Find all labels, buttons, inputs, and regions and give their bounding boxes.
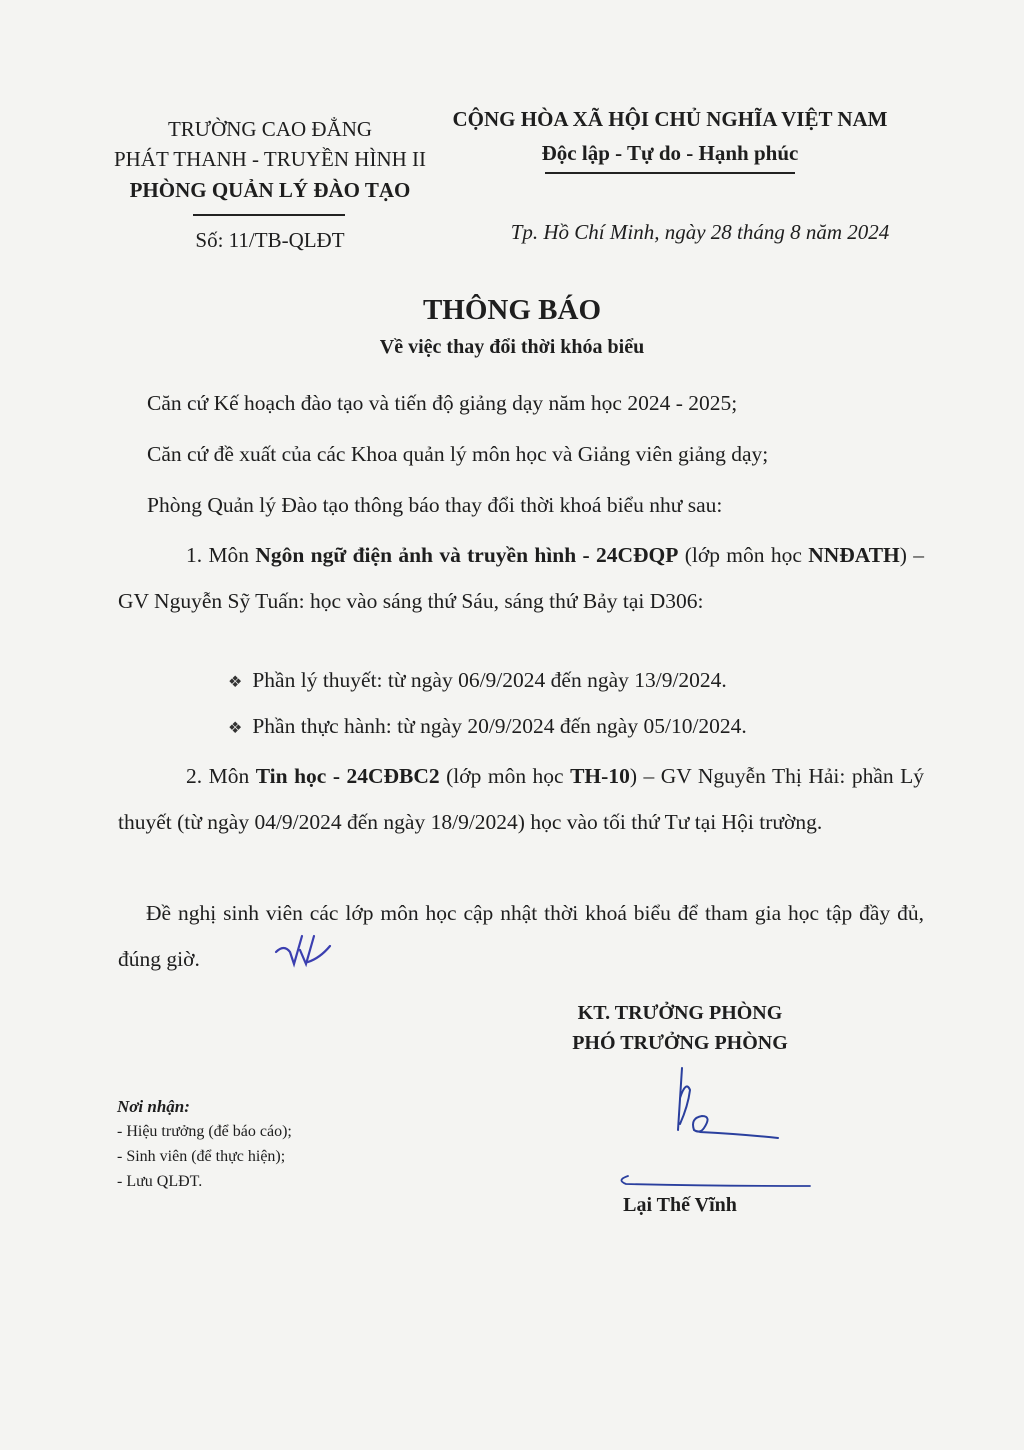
handwritten-signature bbox=[660, 1060, 790, 1140]
item-1-prefix: 1. Môn bbox=[186, 543, 256, 567]
document-title: THÔNG BÁO bbox=[422, 294, 602, 326]
school-name-line2: PHÁT THANH - TRUYỀN HÌNH II bbox=[113, 147, 427, 171]
closing-text: Đề nghị sinh viên các lớp môn học cập nhật thời khoá biểu để tham gia học tập đầy đủ, đúng giờ. bbox=[118, 901, 924, 971]
signature-underline-stroke bbox=[614, 1170, 814, 1192]
item-2-class: TH-10 bbox=[570, 764, 630, 788]
item-2-prefix: 2. Môn bbox=[186, 764, 256, 788]
left-header-rule bbox=[193, 214, 345, 216]
basis-line-2: Căn cứ đề xuất của các Khoa quản lý môn học và Giảng viên giảng dạy; bbox=[147, 442, 769, 466]
right-header-rule bbox=[545, 172, 795, 174]
document-subtitle: Về việc thay đổi thời khóa biểu bbox=[379, 336, 645, 358]
document-date: Tp. Hồ Chí Minh, ngày 28 tháng 8 năm 2024 bbox=[510, 220, 890, 244]
item-1-subject: Ngôn ngữ điện ảnh và truyền hình - 24CĐQP bbox=[255, 543, 679, 567]
bullet-text: Phần thực hành: từ ngày 20/9/2024 đến ngày 05/10/2024. bbox=[252, 714, 747, 738]
item-1-paragraph bbox=[118, 532, 924, 624]
signer-name: Lại Thế Vĩnh bbox=[623, 1194, 737, 1216]
item-1-mid: (lớp môn học bbox=[678, 543, 809, 567]
initials-mark bbox=[272, 930, 334, 970]
document-number: Số: 11/TB-QLĐT bbox=[195, 228, 345, 252]
department-name: PHÒNG QUẢN LÝ ĐÀO TẠO bbox=[129, 178, 411, 202]
item-2-mid: (lớp môn học bbox=[439, 764, 571, 788]
item-1-rest: ) – GV Nguyễn Sỹ Tuấn: học vào sáng thứ Sáu, sáng thứ Bảy tại D306: bbox=[118, 543, 924, 613]
national-title: CỘNG HÒA XÃ HỘI CHỦ NGHĨA VIỆT NAM bbox=[452, 107, 888, 131]
item-2-paragraph bbox=[118, 753, 924, 845]
signature-title-1: KT. TRƯỞNG PHÒNG bbox=[577, 1002, 783, 1024]
recipients-heading: Nơi nhận: bbox=[117, 1097, 190, 1116]
signature-title-2: PHÓ TRƯỞNG PHÒNG bbox=[572, 1032, 788, 1054]
item-1-bullet-2 bbox=[228, 714, 747, 739]
intro-line: Phòng Quản lý Đào tạo thông báo thay đổi thời khoá biểu như sau: bbox=[147, 493, 723, 517]
national-motto: Độc lập - Tự do - Hạnh phúc bbox=[541, 141, 799, 165]
item-2-rest: ) – GV Nguyễn Thị Hải: phần Lý thuyết (từ ngày 04/9/2024 đến ngày 18/9/2024) học vào tối thứ Tư tại Hội trường. bbox=[118, 764, 925, 834]
school-name-line1: TRƯỜNG CAO ĐẲNG bbox=[167, 117, 373, 141]
item-2-subject: Tin học - 24CĐBC2 bbox=[255, 764, 440, 788]
diamond-bullet-icon: ❖ bbox=[228, 674, 243, 691]
closing-paragraph bbox=[118, 890, 924, 982]
item-1-bullet-1 bbox=[228, 668, 727, 693]
recipient-item: - Sinh viên (để thực hiện); bbox=[117, 1148, 286, 1165]
item-1-class: NNĐATH bbox=[808, 543, 900, 567]
recipient-item: - Lưu QLĐT. bbox=[117, 1173, 203, 1190]
basis-line-1: Căn cứ Kế hoạch đào tạo và tiến độ giảng dạy năm học 2024 - 2025; bbox=[147, 391, 738, 415]
recipient-item: - Hiệu trưởng (để báo cáo); bbox=[117, 1123, 292, 1140]
diamond-bullet-icon: ❖ bbox=[228, 720, 243, 737]
bullet-text: Phần lý thuyết: từ ngày 06/9/2024 đến ngày 13/9/2024. bbox=[252, 668, 727, 692]
